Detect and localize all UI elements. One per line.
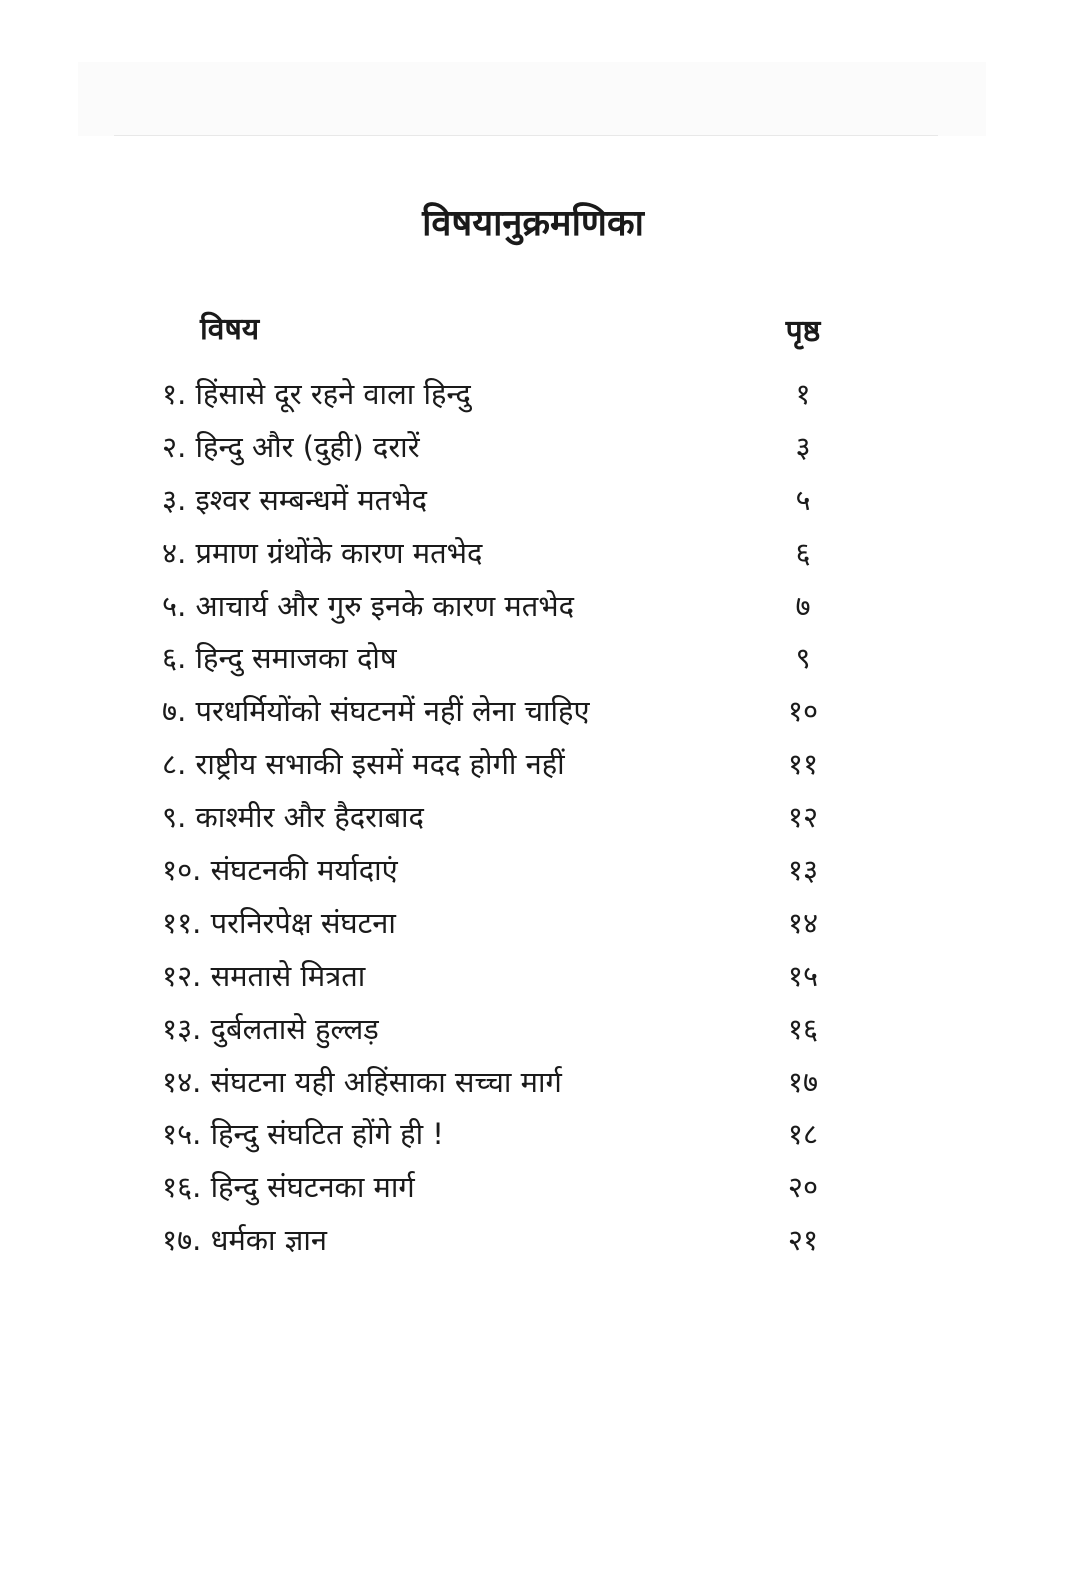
toc-entry <box>162 793 842 846</box>
toc-entry <box>162 582 842 635</box>
toc-entry-title: परधर्मियोंको संघटनमें नहीं लेना चाहिए <box>195 694 590 729</box>
table-of-contents <box>162 370 842 1269</box>
toc-entry-number: १६. <box>162 1170 202 1205</box>
toc-entry <box>162 687 842 740</box>
toc-entry-page: ६ <box>795 535 811 570</box>
toc-entry-page: १० <box>787 694 819 729</box>
toc-entry-page: ५ <box>795 482 811 517</box>
toc-entry-page: १५ <box>787 958 819 993</box>
toc-entry-number: १०. <box>162 853 202 888</box>
toc-entry-number: ५. <box>162 588 187 623</box>
toc-entry-number: २. <box>162 429 187 464</box>
toc-entry-title: इश्वर सम्बन्धमें मतभेद <box>195 482 427 517</box>
toc-entry-title: संघटनकी मर्यादाएं <box>210 853 398 888</box>
toc-entry <box>162 952 842 1005</box>
toc-entry <box>162 1163 842 1216</box>
toc-entry-page: १ <box>795 377 811 411</box>
toc-entry-number: १७. <box>162 1223 202 1258</box>
toc-entry <box>162 529 842 582</box>
toc-entry-title: परनिरपेक्ष संघटना <box>210 905 396 940</box>
toc-entry-page: १७ <box>787 1064 819 1099</box>
top-band <box>78 62 986 136</box>
toc-entry <box>162 846 842 899</box>
toc-entry-number: ३. <box>162 482 187 517</box>
toc-entry-number: ८. <box>162 747 187 782</box>
toc-entry-title: हिन्दु संघटनका मार्ग <box>210 1170 415 1205</box>
toc-entry <box>162 1005 842 1058</box>
toc-entry <box>162 370 842 423</box>
toc-entry-title: हिन्दु संघटित होंगे ही ! <box>210 1117 444 1152</box>
toc-entry-page: ९ <box>795 641 811 676</box>
toc-entry-page: १६ <box>787 1011 819 1046</box>
toc-entry-title: दुर्बलतासे हुल्लड़ <box>210 1011 379 1046</box>
toc-entry-number: ४. <box>162 535 187 570</box>
toc-entry-title: हिन्दु समाजका दोष <box>195 641 397 676</box>
toc-entry-title: संघटना यही अहिंसाका सच्चा मार्ग <box>210 1064 562 1099</box>
toc-entry <box>162 740 842 793</box>
toc-entry-title: समतासे मित्रता <box>210 958 366 993</box>
toc-entry-page: २० <box>787 1170 819 1205</box>
toc-entry-number: ९. <box>162 800 187 835</box>
toc-entry-page: ७ <box>795 588 811 623</box>
toc-entry-title: हिंसासे दूर रहने वाला हिन्दु <box>195 377 471 411</box>
toc-entry <box>162 1058 842 1111</box>
toc-entry-number: ११. <box>162 905 202 940</box>
toc-entry-title: प्रमाण ग्रंथोंके कारण मतभेद <box>195 535 483 570</box>
page-title: विषयानुक्रमणिका <box>422 203 644 244</box>
toc-entry <box>162 899 842 952</box>
toc-entry-page: ११ <box>787 747 819 782</box>
column-header-page: पृष्ठ <box>785 314 821 349</box>
top-rule <box>114 135 938 136</box>
toc-entry-number: १३. <box>162 1011 202 1046</box>
toc-entry-number: १. <box>162 377 187 411</box>
toc-entry <box>162 1216 842 1269</box>
toc-entry-page: १३ <box>787 853 819 888</box>
toc-entry-page: ३ <box>795 429 811 464</box>
toc-entry-page: १२ <box>787 800 819 835</box>
toc-entry-title: धर्मका ज्ञान <box>210 1223 327 1258</box>
column-header-subject: विषय <box>200 312 260 347</box>
toc-entry-number: १५. <box>162 1117 202 1152</box>
toc-entry-page: १४ <box>787 905 819 940</box>
toc-entry-title: हिन्दु और (दुही) दरारें <box>195 429 420 464</box>
toc-entry-page: १८ <box>787 1117 819 1152</box>
toc-entry-title: राष्ट्रीय सभाकी इसमें मदद होगी नहीं <box>195 747 565 782</box>
toc-entry-title: आचार्य और गुरु इनके कारण मतभेद <box>195 588 575 623</box>
toc-entry-page: २१ <box>787 1223 819 1258</box>
toc-entry-number: ६. <box>162 641 187 676</box>
toc-entry <box>162 476 842 529</box>
toc-entry-title: काश्मीर और हैदराबाद <box>195 800 424 835</box>
toc-entry-number: १२. <box>162 958 202 993</box>
toc-entry <box>162 423 842 476</box>
toc-entry <box>162 634 842 687</box>
toc-entry <box>162 1110 842 1163</box>
toc-entry-number: १४. <box>162 1064 202 1099</box>
toc-entry-number: ७. <box>162 694 187 729</box>
